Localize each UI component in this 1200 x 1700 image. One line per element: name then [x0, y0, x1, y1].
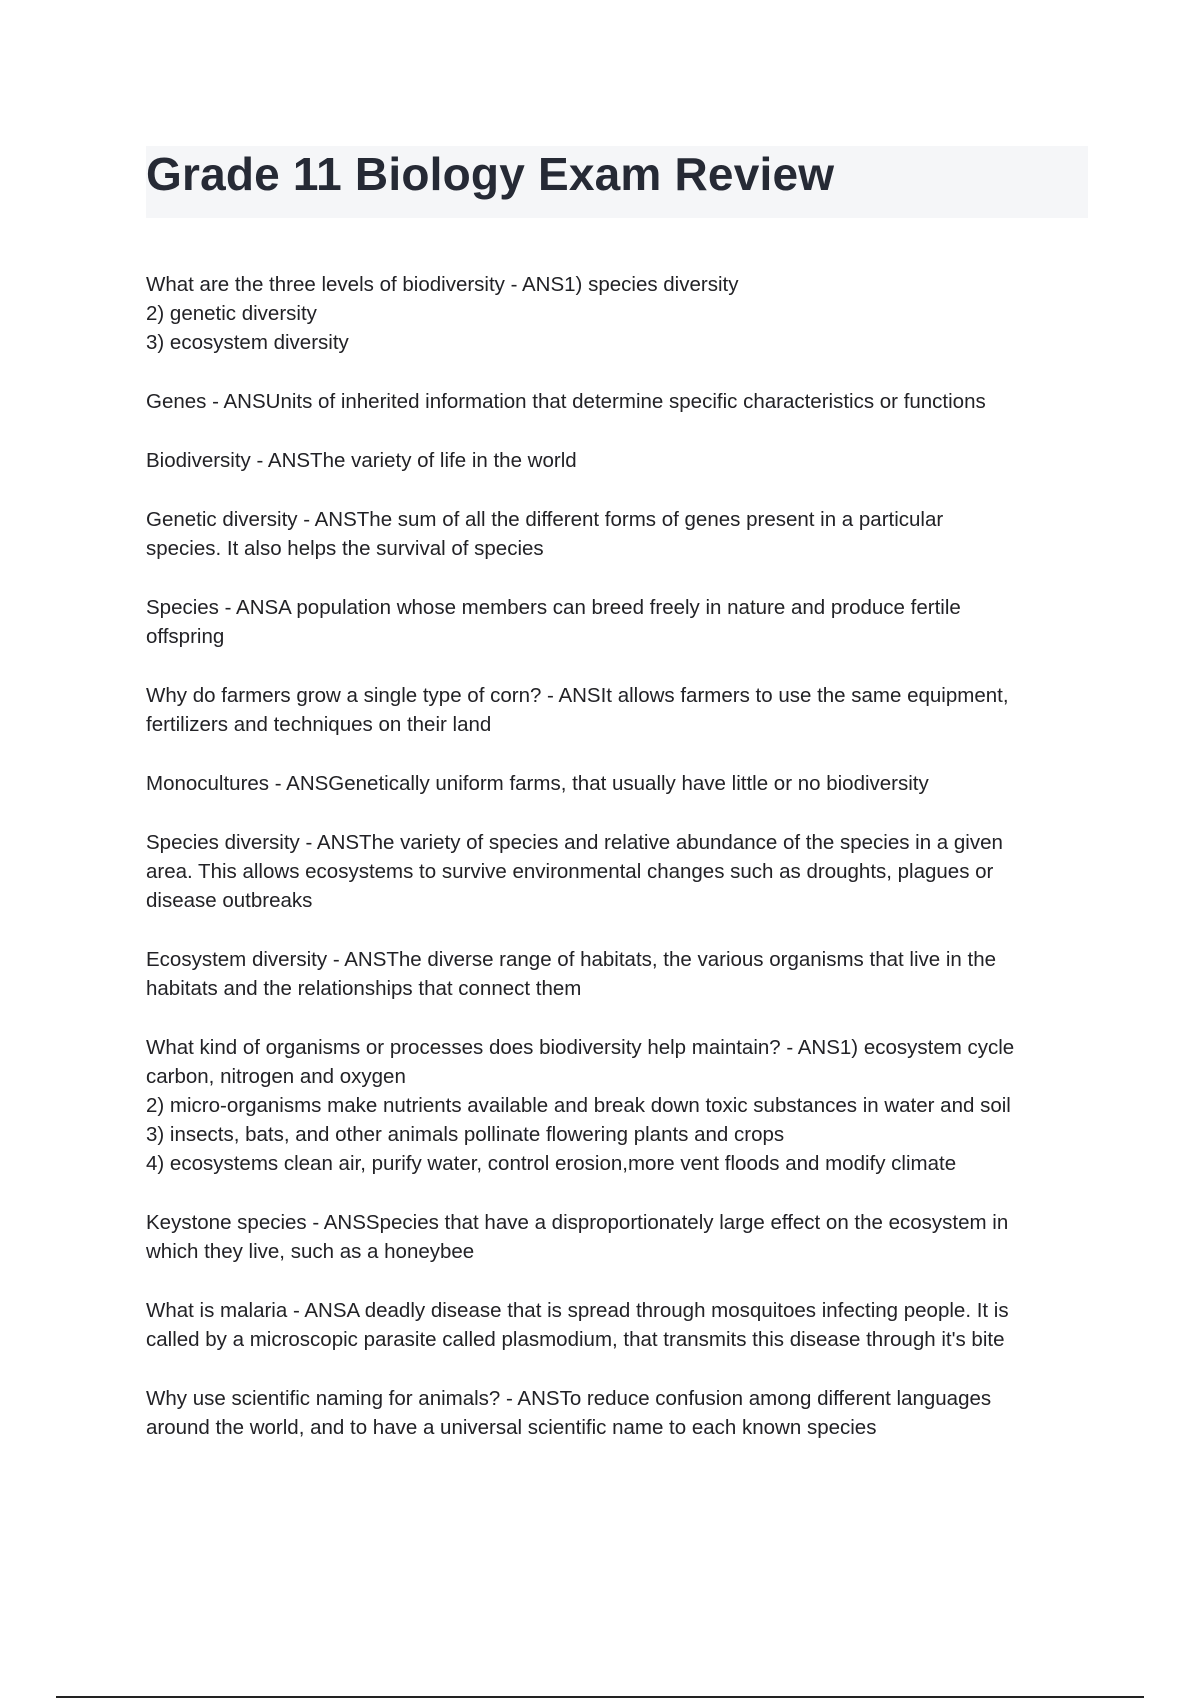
- qa-entry-line: Species diversity - ANSThe variety of species and relative abundance of the species in a given: [146, 831, 1003, 854]
- qa-entry-line: area. This allows ecosystems to survive environmental changes such as droughts, plagues or: [146, 860, 994, 883]
- qa-entry-line: habitats and the relationships that connect them: [146, 977, 582, 1000]
- qa-entry: [146, 1033, 1096, 1178]
- qa-entry-line: offspring: [146, 625, 225, 648]
- qa-entry-line: Species - ANSA population whose members can breed freely in nature and produce fertile: [146, 596, 961, 619]
- qa-entry-line: Ecosystem diversity - ANSThe diverse range of habitats, the various organisms that live in the: [146, 948, 996, 971]
- qa-entry-line: What kind of organisms or processes does biodiversity help maintain? - ANS1) ecosystem cycle: [146, 1036, 1015, 1059]
- qa-entry: [146, 681, 1096, 739]
- qa-entry: [146, 945, 1096, 1003]
- qa-entry-line: 2) genetic diversity: [146, 302, 317, 325]
- page-title: Grade 11 Biology Exam Review: [146, 148, 835, 200]
- qa-entry-line: 2) micro-organisms make nutrients available and break down toxic substances in water and soil: [146, 1094, 1011, 1117]
- qa-entry: [146, 828, 1096, 915]
- qa-entry: [146, 387, 1096, 416]
- qa-entry-line: 3) ecosystem diversity: [146, 331, 349, 354]
- qa-entry-line: Monocultures - ANSGenetically uniform farms, that usually have little or no biodiversity: [146, 772, 929, 795]
- qa-entry-line: What is malaria - ANSA deadly disease that is spread through mosquitoes infecting people. It is: [146, 1299, 1009, 1322]
- qa-entry-line: disease outbreaks: [146, 889, 313, 912]
- qa-entry-line: fertilizers and techniques on their land: [146, 713, 492, 736]
- qa-entry-list: [146, 270, 1096, 1472]
- qa-entry-line: 3) insects, bats, and other animals pollinate flowering plants and crops: [146, 1123, 785, 1146]
- qa-entry-line: carbon, nitrogen and oxygen: [146, 1065, 406, 1088]
- qa-entry-line: around the world, and to have a universal scientific name to each known species: [146, 1416, 877, 1439]
- footer-divider: [56, 1696, 1144, 1698]
- qa-entry-line: 4) ecosystems clean air, purify water, control erosion,more vent floods and modify climate: [146, 1152, 957, 1175]
- qa-entry: [146, 769, 1096, 798]
- qa-entry: [146, 1208, 1096, 1266]
- qa-entry-line: What are the three levels of biodiversity - ANS1) species diversity: [146, 273, 739, 296]
- qa-entry-line: called by a microscopic parasite called plasmodium, that transmits this disease through it's bite: [146, 1328, 1005, 1351]
- qa-entry-line: species. It also helps the survival of species: [146, 537, 544, 560]
- qa-entry-line: Keystone species - ANSSpecies that have a disproportionately large effect on the ecosystem in: [146, 1211, 1009, 1234]
- qa-entry-line: Why do farmers grow a single type of corn? - ANSIt allows farmers to use the same equipment,: [146, 684, 1009, 707]
- qa-entry-line: Genetic diversity - ANSThe sum of all the different forms of genes present in a particular: [146, 508, 944, 531]
- qa-entry-line: Genes - ANSUnits of inherited information that determine specific characteristics or functions: [146, 390, 986, 413]
- qa-entry-line: Why use scientific naming for animals? - ANSTo reduce confusion among different languages: [146, 1387, 992, 1410]
- qa-entry: [146, 505, 1096, 563]
- qa-entry: [146, 1296, 1096, 1354]
- qa-entry-line: which they live, such as a honeybee: [146, 1240, 475, 1263]
- qa-entry: [146, 593, 1096, 651]
- title-banner: [146, 146, 1088, 218]
- qa-entry: [146, 270, 1096, 357]
- qa-entry-line: Biodiversity - ANSThe variety of life in the world: [146, 449, 577, 472]
- qa-entry: [146, 1384, 1096, 1442]
- qa-entry: [146, 446, 1096, 475]
